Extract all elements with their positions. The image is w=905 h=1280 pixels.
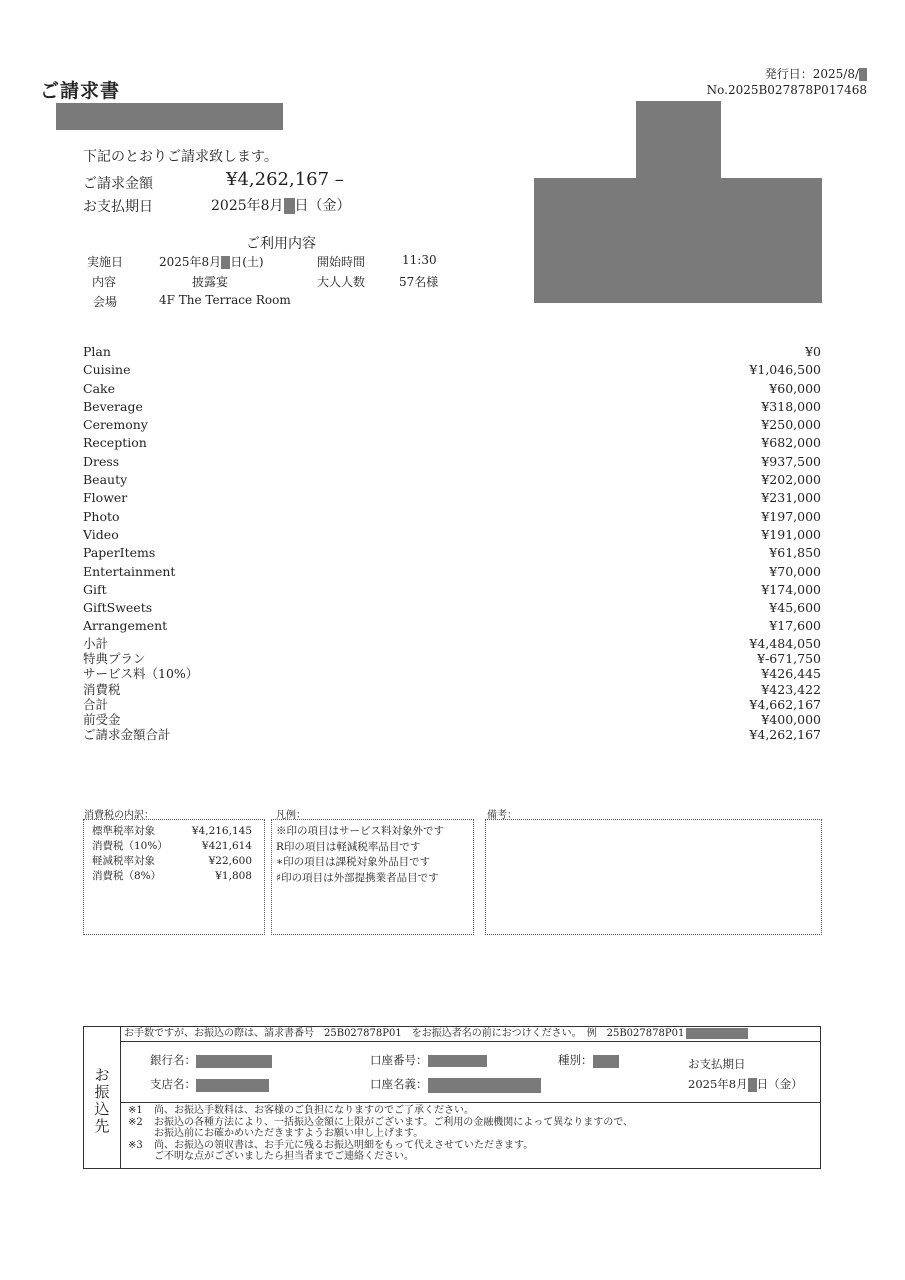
tax-row [84,854,264,869]
item-name: Flower [83,490,128,506]
redacted-block [196,1055,272,1068]
item-name: GiftSweets [83,600,153,616]
remittance-instruction [120,1027,820,1042]
item-name: Beauty [83,472,128,488]
total-row [83,727,821,742]
remarks-box-heading: 備考： [487,810,517,821]
legend-line: ♯印の項目は外部提携業者品目です [276,871,439,884]
item-name: Ceremony [83,417,148,433]
total-row [83,651,821,666]
venue-label: 会場 [93,295,118,309]
line-item [83,398,821,416]
note-mark [128,1128,154,1140]
item-amount: ¥1,046,500 [749,362,821,378]
usage-date-prefix: 2025年8月 [159,255,222,269]
remarks-box [485,819,822,935]
item-amount: ¥61,850 [769,545,821,561]
redacted-block [859,68,867,81]
item-name: Cake [83,380,115,396]
item-name: Video [83,526,119,542]
total-amount: ¥423,422 [761,681,821,697]
remittance-box [83,1026,821,1169]
redacted-block [428,1078,541,1093]
redacted-block [284,198,295,214]
item-name: Photo [83,508,120,524]
line-item [83,581,821,599]
note-line [128,1105,820,1117]
total-row [83,666,821,681]
total-row [83,697,821,712]
total-name: ご請求金額合計 [83,727,171,743]
note-text: 尚、お振込手数料は、お客様のご負担になりますのでご了承ください。 [154,1105,474,1116]
total-name: 消費税 [83,681,121,697]
tax-row [84,839,264,854]
remit-due-date [688,1076,803,1092]
tax-label: 標準税率対象 [92,825,155,837]
line-item [83,489,821,507]
total-name: 前受金 [83,711,121,727]
redacted-block [221,256,230,269]
issue-info [707,66,867,98]
tax-row [84,824,264,839]
line-item [83,361,821,379]
legend-box [271,819,474,935]
legend-line: ∗印の項目は課税対象外品目です [276,856,431,868]
invoice-title: ご請求書 [40,80,121,102]
redacted-block [196,1079,269,1092]
tax-row [84,869,264,884]
account-name-label: 口座名義： [370,1077,428,1091]
remit-due-label: お支払期日 [688,1057,746,1071]
adults-value: 57名様 [399,275,439,289]
line-item [83,453,821,471]
line-item [83,380,821,398]
redacted-block [686,1028,748,1039]
side-char: お [94,1066,110,1084]
start-time-label: 開始時間 [317,255,366,269]
item-amount: ¥250,000 [761,417,821,433]
account-type-field [558,1052,619,1068]
tax-value: ¥22,600 [208,855,252,867]
due-label: お支払期日 [83,199,153,215]
item-name: Entertainment [83,563,176,579]
bank-name-label: 銀行名： [150,1053,196,1067]
account-number-field [370,1052,487,1068]
line-item [83,563,821,581]
item-amount: ¥197,000 [761,508,821,524]
note-text: お振込前にお確かめいただきますようお願い申し上げます。 [154,1128,424,1139]
note-mark: ※2 [128,1116,143,1128]
legend-line: R印の項目は軽減税率品目です [276,840,421,853]
item-amount: ¥45,600 [769,600,821,616]
note-mark: ※3 [128,1139,143,1151]
note-line [128,1117,820,1129]
note-line [128,1128,820,1140]
usage-heading: ご利用内容 [246,236,316,252]
line-item [83,434,821,452]
tax-label: 軽減税率対象 [92,855,155,867]
usage-date-label: 実施日 [87,255,124,269]
tax-value: ¥1,808 [215,870,252,882]
tax-box-heading: 消費税の内訳： [84,810,154,821]
remit-due-suffix: 日（金） [756,1077,803,1091]
total-row [83,682,821,697]
total-row [83,712,821,727]
venue-value: 4F The Terrace Room [159,293,291,307]
line-item [83,526,821,544]
total-amount: ¥4,662,167 [749,696,821,712]
due-date [211,195,351,215]
item-amount: ¥17,600 [769,618,821,634]
branch-name-field [150,1076,269,1092]
item-amount: ¥231,000 [761,490,821,506]
amount-label: ご請求金額 [83,176,153,192]
total-row [83,636,821,651]
item-name: Cuisine [83,362,131,378]
item-amount: ¥202,000 [761,472,821,488]
total-amount: ¥4,262,167 [749,727,821,743]
item-name: Dress [83,453,120,469]
item-amount: ¥174,000 [761,581,821,597]
total-name: サービス料（10%） [83,666,199,682]
remittance-side-label [84,1027,121,1168]
remit-due-prefix: 2025年8月 [688,1077,748,1091]
usage-date-value [159,253,264,270]
tax-breakdown-box [83,819,265,935]
adults-label: 大人人数 [317,275,366,289]
side-char: 振 [94,1083,110,1101]
remittance-side-text [84,1067,120,1135]
side-char: 先 [94,1117,110,1135]
usage-content-value: 披露宴 [192,275,229,289]
issue-date [707,66,867,82]
item-amount: ¥0 [805,344,821,359]
item-amount: ¥70,000 [769,563,821,579]
account-number-label: 口座番号： [370,1053,428,1067]
amount-value: ¥4,262,167 – [226,169,344,190]
line-item [83,343,821,361]
line-item [83,617,821,635]
total-amount: ¥4,484,050 [749,636,821,651]
due-date-prefix: 2025年8月 [211,198,284,214]
invoice-number: No.2025B027878P017468 [706,83,867,97]
item-name: Reception [83,435,147,451]
line-items-list [83,343,821,636]
account-type-label: 種別： [558,1053,593,1067]
start-time-value: 11:30 [402,253,437,267]
item-amount: ¥191,000 [761,526,821,542]
usage-content-label: 内容 [92,275,117,289]
usage-date-suffix: 日(土) [230,255,264,269]
tax-value: ¥4,216,145 [191,825,252,837]
tax-label: 消費税（8%） [92,870,162,882]
tax-value: ¥421,614 [201,840,252,852]
item-name: PaperItems [83,545,156,561]
line-item [83,508,821,526]
redacted-block [748,1078,757,1092]
bank-details [120,1042,820,1103]
total-name: 合計 [83,696,109,712]
note-line [128,1151,820,1163]
item-amount: ¥682,000 [761,435,821,451]
legend-box-heading: 凡例： [276,810,306,821]
total-amount: ¥400,000 [761,711,821,727]
line-item [83,599,821,617]
totals-list [83,636,821,742]
redacted-recipient [56,103,283,130]
note-mark [128,1151,154,1163]
redacted-block [593,1055,619,1068]
instruction-text: お手数ですが、お振込の際は、請求書番号 25B027878P01 をお振込者名の前におつけください。 例 25B027878P01 [124,1028,685,1039]
remittance-notes [120,1104,820,1163]
item-name: Plan [83,344,111,359]
item-amount: ¥937,500 [761,453,821,469]
due-date-suffix: 日（金） [294,198,351,214]
tax-label: 消費税（10%） [92,840,168,852]
total-amount: ¥-671,750 [757,651,821,667]
redacted-block [428,1055,487,1067]
note-line [128,1140,820,1152]
item-amount: ¥318,000 [761,398,821,414]
total-amount: ¥426,445 [761,666,821,682]
item-name: Gift [83,581,107,597]
branch-name-label: 支店名： [150,1077,196,1091]
note-text: ご不明な点がございましたら担当者までご連絡ください。 [154,1151,414,1162]
line-item [83,416,821,434]
line-item [83,471,821,489]
line-item [83,544,821,562]
bank-name-field [150,1052,272,1068]
note-text: 尚、お振込の領収書は、お手元に残るお振込明細をもって代えさせていただきます。 [154,1139,534,1151]
item-amount: ¥60,000 [769,380,821,396]
note-text: お振込の各種方法により、一括振込金額に上限がございます。ご利用の金融機関によって異なりますので、 [154,1116,633,1128]
account-name-field [370,1076,541,1093]
issue-date-label: 発行日：2025/8/ [764,67,859,81]
redacted-stamp [636,101,721,179]
note-mark: ※1 [128,1105,143,1116]
total-name: 特典プラン [83,651,146,667]
item-name: Arrangement [83,618,168,634]
invoice-message: 下記のとおりご請求致します。 [83,149,278,165]
side-char: 込 [94,1100,110,1118]
total-name: 小計 [83,636,109,651]
redacted-company-info [534,178,822,303]
item-name: Beverage [83,398,143,414]
legend-line: ※印の項目はサービス料対象外です [276,825,444,837]
